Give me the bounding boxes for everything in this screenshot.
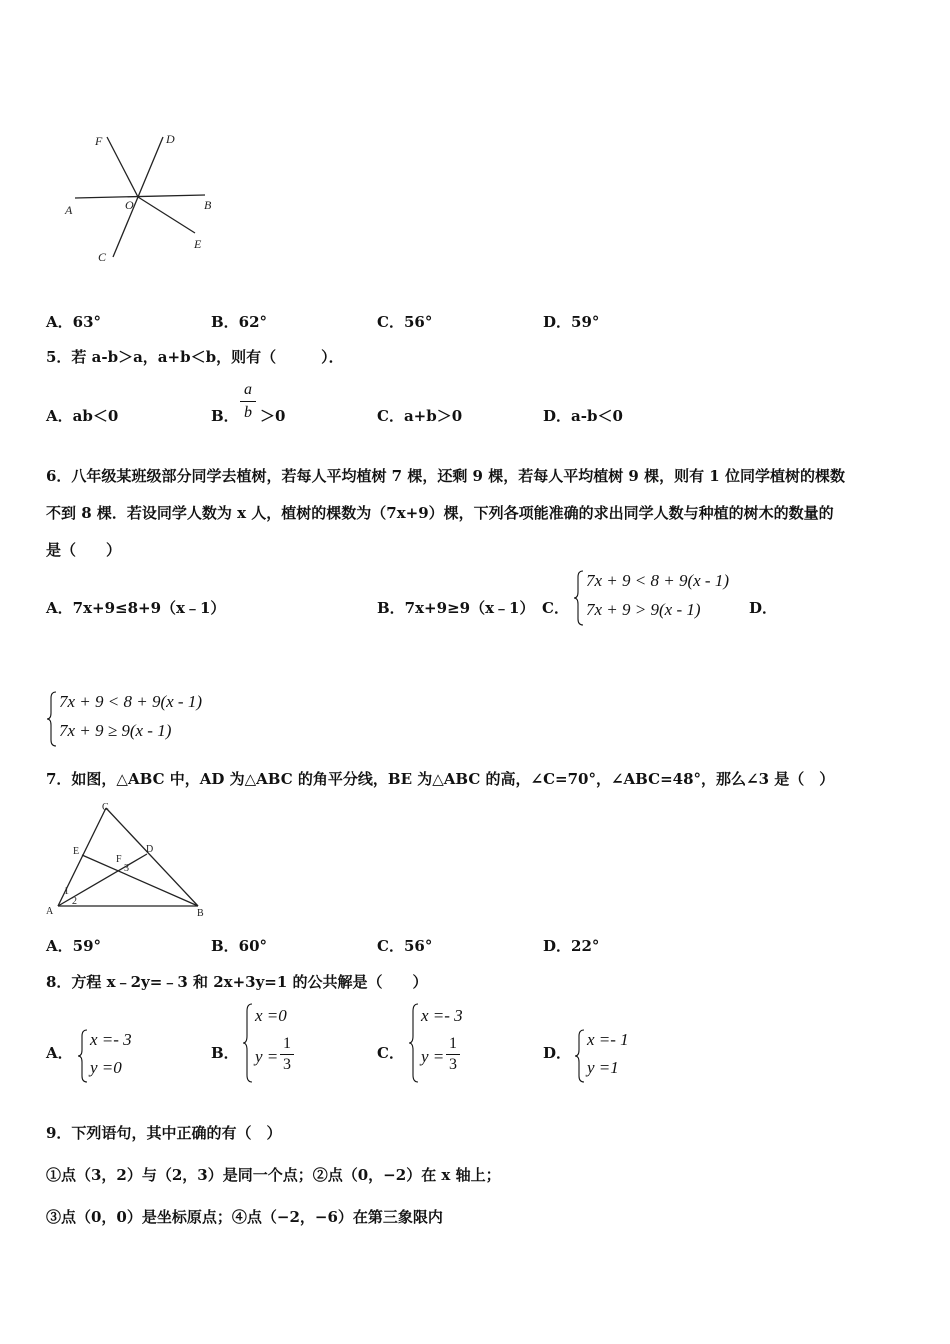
q8-c-y: y = (421, 1047, 445, 1066)
q5-option-a[interactable]: A．ab＜0 (46, 407, 119, 425)
q5-option-c[interactable]: C．a+b＞0 (377, 407, 463, 425)
q7-option-a[interactable]: A．59° (46, 937, 102, 955)
q8-a-eq1: x =- 3 (90, 1030, 132, 1049)
q8-c-den: 3 (449, 1056, 457, 1073)
q8-c-bar (446, 1054, 460, 1055)
q7-stem: 7．如图，△ABC 中，AD 为△ABC 的角平分线，BE 为△ABC 的高，∠C=70°，∠ABC=48°，那么∠3 是（ ） (46, 770, 835, 788)
q7-option-c[interactable]: C．56° (377, 937, 433, 955)
q8-a-eq2: y =0 (90, 1058, 122, 1077)
q5-frac-num: a (244, 381, 252, 398)
q8-option-c[interactable]: C． (377, 1044, 404, 1062)
q8-b-fraction (279, 1035, 295, 1074)
label-o: O (125, 198, 134, 212)
label-a: A (65, 203, 73, 217)
q8-option-a[interactable]: A． (46, 1044, 73, 1062)
ray-od (138, 137, 163, 197)
q8-c-num: 1 (449, 1035, 457, 1052)
angle-figure (55, 125, 225, 270)
q5-option-b-label: B． (211, 407, 239, 425)
q5-option-d[interactable]: D．a-b＜0 (543, 407, 623, 425)
q8-d-eq2: y =1 (587, 1058, 619, 1077)
q6-option-a[interactable]: A．7x+9≤8+9（x﹣1） (46, 599, 226, 617)
q8-c-eq1: x =- 3 (421, 1006, 463, 1025)
q8-option-a-system (78, 1029, 168, 1083)
q6-c-eq2: 7x + 9 > 9(x - 1) (586, 600, 701, 619)
q6-c-eq1: 7x + 9 < 8 + 9(x - 1) (586, 571, 729, 590)
q8-b-bar (280, 1054, 294, 1055)
q6-d-eq1: 7x + 9 < 8 + 9(x - 1) (59, 692, 202, 711)
q7-option-b[interactable]: B．60° (211, 937, 268, 955)
q8-b-eq1: x =0 (255, 1006, 287, 1025)
label-a: A (46, 906, 54, 917)
q6-option-d-system (47, 691, 217, 747)
q8-d-eq1: x =- 1 (587, 1030, 629, 1049)
q8-option-b[interactable]: B． (211, 1044, 239, 1062)
q8-option-b-system (243, 1003, 333, 1083)
label-b: B (204, 198, 212, 212)
q9-stem: 9．下列语句，其中正确的有（ ） (46, 1124, 282, 1142)
brace-icon (575, 1029, 585, 1083)
q6-d-eq2: 7x + 9 ≥ 9(x - 1) (59, 721, 172, 740)
ray-of (107, 137, 138, 197)
brace-icon (243, 1003, 253, 1083)
q6-line3: 是（ ） (46, 541, 122, 559)
q4-option-c[interactable]: C．56° (377, 313, 433, 331)
q5-frac-den: b (244, 404, 252, 421)
q6-option-b[interactable]: B．7x+9≥9（x﹣1） (377, 599, 535, 617)
label-b: B (197, 908, 204, 919)
label-2: 2 (72, 896, 77, 907)
label-3: 3 (124, 863, 129, 874)
q8-b-num: 1 (283, 1035, 291, 1052)
q8-option-d[interactable]: D． (543, 1044, 572, 1062)
brace-icon (47, 691, 57, 747)
q5-option-b-tail: ＞0 (260, 407, 286, 425)
q5-option-b-fraction (238, 381, 258, 422)
q6-option-c-system (574, 570, 744, 626)
q7-option-d[interactable]: D．22° (543, 937, 600, 955)
label-e: E (73, 846, 80, 857)
label-d: D (166, 132, 175, 146)
label-f: F (116, 854, 122, 865)
q8-b-den: 3 (283, 1056, 291, 1073)
height-be (82, 855, 198, 906)
q5-stem: 5．若 a-b＞a，a+b＜b，则有（ ）． (46, 348, 344, 366)
label-c: C (102, 802, 109, 813)
label-d: D (146, 844, 154, 855)
label-f: F (95, 134, 103, 148)
label-1: 1 (64, 886, 69, 897)
brace-icon (78, 1029, 88, 1083)
q8-option-c-system (409, 1003, 499, 1083)
q8-c-fraction (445, 1035, 461, 1074)
label-c: C (98, 250, 107, 264)
q6-option-c[interactable]: C． (542, 599, 569, 617)
q8-option-d-system (575, 1029, 665, 1083)
label-e: E (194, 237, 202, 251)
q4-option-d[interactable]: D．59° (543, 313, 600, 331)
q6-line1: 6．八年级某班级部分同学去植树，若每人平均植树 7 棵，还剩 9 棵，若每人平均植树 9 棵，则有 1 位同学植树的棵数 (46, 467, 845, 485)
q8-b-y: y = (255, 1047, 279, 1066)
q8-stem: 8．方程 x﹣2y=﹣3 和 2x+3y=1 的公共解是（ ） (46, 973, 428, 991)
q4-option-b[interactable]: B．62° (211, 313, 268, 331)
q4-option-a[interactable]: A．63° (46, 313, 102, 331)
ray-oe (138, 197, 195, 233)
triangle-figure (40, 800, 215, 922)
q6-line2: 不到 8 棵．若设同学人数为 x 人，植树的棵数为（7x+9）棵，下列各项能准确的求出同学人数与种植的树木的数量的 (46, 504, 834, 522)
brace-icon (409, 1003, 419, 1083)
q9-line1: ①点（3，2）与（2，3）是同一个点；②点（0，−2）在 x 轴上； (46, 1166, 501, 1184)
q6-option-d[interactable]: D． (749, 599, 778, 617)
q9-line2: ③点（0，0）是坐标原点；④点（−2，−6）在第三象限内 (46, 1208, 443, 1226)
brace-icon (574, 570, 584, 626)
q5-frac-bar (240, 401, 256, 402)
q5-option-b[interactable] (211, 405, 239, 426)
